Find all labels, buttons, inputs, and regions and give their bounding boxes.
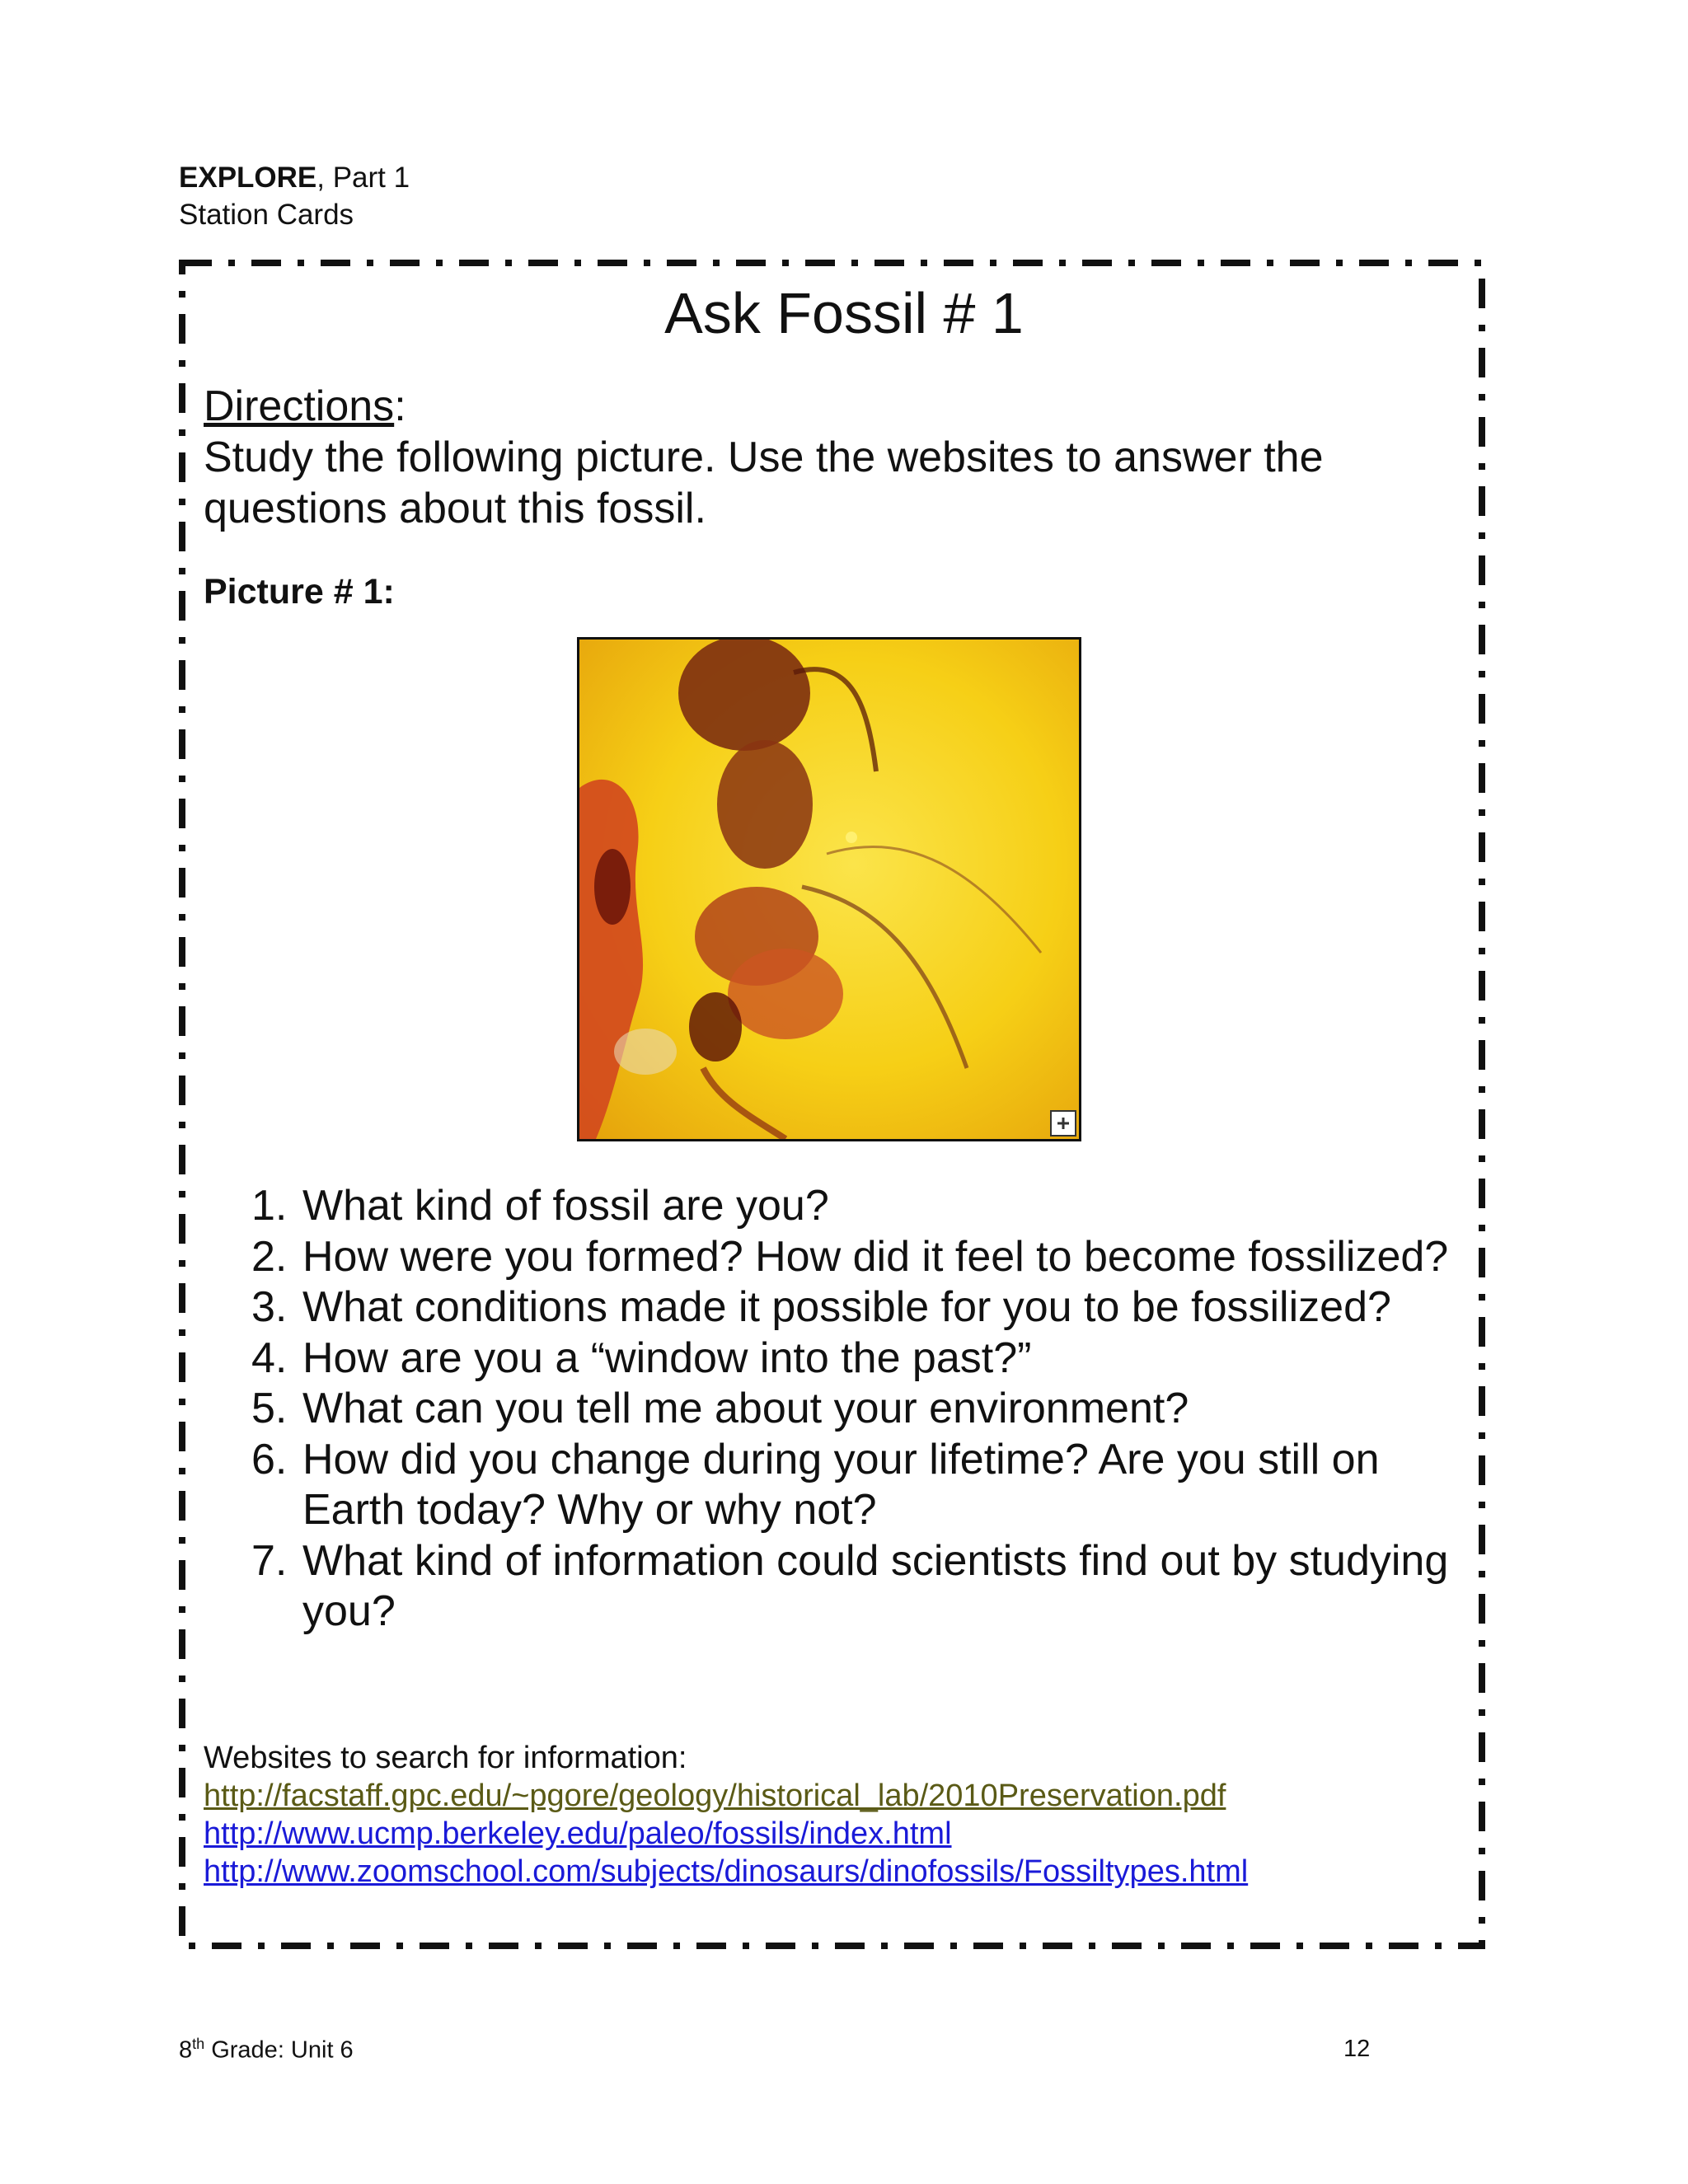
website-link-zoomschool[interactable]: http://www.zoomschool.com/subjects/dinosaurs/dinofossils/Fossiltypes.html: [204, 1854, 1249, 1889]
picture-label: Picture # 1:: [204, 572, 395, 612]
directions-text-line1: Study the following picture. Use the websites to answer the: [204, 434, 1324, 481]
directions-text-line2: questions about this fossil.: [204, 485, 706, 532]
question-item: 5. What can you tell me about your environment?: [251, 1385, 1189, 1432]
section-subtitle: Station Cards: [179, 199, 354, 231]
card-title: Ask Fossil # 1: [664, 281, 1024, 345]
websites-block: [204, 1739, 1248, 1891]
question-list: [251, 1181, 1463, 1638]
question-item: 3. What conditions made it possible for you to be fossilized?: [251, 1283, 1391, 1331]
question-item: 2. How were you formed? How did it feel to become fossilized?: [251, 1232, 1449, 1281]
document-header: [179, 159, 410, 233]
question-item: 6. How did you change during your lifetime? Are you still on Earth today? Why or why not?: [251, 1435, 1380, 1534]
section-label: EXPLORE, Part 1: [179, 162, 410, 194]
page-number: 12: [1343, 2036, 1371, 2062]
website-link-gpc[interactable]: http://facstaff.gpc.edu/~pgore/geology/historical_lab/2010Preservation.pdf: [204, 1779, 1226, 1813]
amber-fossil-image: [577, 637, 1081, 1141]
directions-label: Directions: [204, 382, 395, 430]
website-link-ucmp[interactable]: http://www.ucmp.berkeley.edu/paleo/fossils/index.html: [204, 1816, 952, 1851]
directions-block: Directions: Study the following picture. Use the websites to answer the questions about this fossil.: [204, 381, 1440, 534]
question-item: 1. What kind of fossil are you?: [251, 1182, 829, 1230]
websites-heading: Websites to search for information:: [204, 1741, 687, 1775]
footer-grade-unit: 8th Grade: Unit 6: [179, 2036, 354, 2064]
question-item: 4. How are you a “window into the past?”: [251, 1333, 1032, 1382]
question-item: 7. What kind of information could scientists find out by studying you?: [251, 1536, 1449, 1635]
